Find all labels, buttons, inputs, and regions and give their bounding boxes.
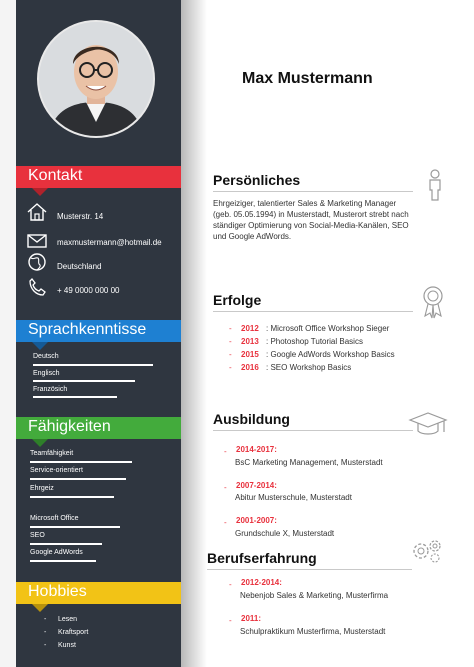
list-bullet: - — [229, 324, 232, 333]
education-text: BsC Marketing Management, Musterstadt — [235, 458, 383, 467]
skill-label: Ehrgeiz — [30, 485, 54, 492]
list-bullet: - — [224, 483, 227, 492]
hobby-item: Lesen — [58, 616, 78, 623]
experience-text: Schulpraktikum Musterfirma, Musterstadt — [240, 627, 386, 636]
languages-title: Sprachkenntisse — [28, 321, 147, 338]
skill-label: Service-orientiert — [30, 467, 83, 474]
skill-label: Teamfähigkeit — [30, 450, 74, 457]
education-text: Grundschule X, Musterstadt — [235, 529, 335, 538]
personal-summary: Ehrgeiziger, talentierter Sales & Marketing Manager (geb. 05.05.1994) in Musterstadt, Musterort strebt nach ständiger Optimierung von Social-Media-Kanälen, SEO und Google AdWords. — [213, 199, 409, 241]
section-divider — [207, 569, 412, 570]
achievement-text: : Photoshop Tutorial Basics — [266, 337, 363, 346]
achievements-heading: Erfolge — [213, 292, 262, 308]
experience-text: Nebenjob Sales & Marketing, Musterfirma — [240, 591, 389, 600]
education-years: 2014-2017: — [236, 445, 277, 454]
contact-country: Deutschland — [57, 262, 102, 271]
language-label: Englisch — [33, 370, 60, 377]
achievement-text: : Google AdWords Workshop Basics — [266, 350, 395, 359]
achievement-text: : Microsoft Office Workshop Sieger — [266, 324, 390, 333]
achievement-year: 2012 — [241, 324, 259, 333]
language-label: Deutsch — [33, 353, 59, 360]
hobby-dash: - — [44, 629, 47, 636]
education-years: 2007-2014: — [236, 481, 277, 490]
achievement-year: 2013 — [241, 337, 259, 346]
list-bullet: - — [229, 350, 232, 359]
skills-section-band — [16, 417, 181, 439]
hobby-item: Kunst — [58, 642, 76, 649]
achievement-text: : SEO Workshop Basics — [266, 363, 352, 372]
skill-level-bar — [30, 478, 126, 480]
skill-level-bar — [30, 543, 102, 545]
list-bullet: - — [229, 580, 232, 589]
section-divider — [213, 191, 413, 192]
list-bullet: - — [229, 337, 232, 346]
skill-label: SEO — [30, 532, 45, 539]
experience-years: 2012-2014: — [241, 578, 282, 587]
hobbies-section-band — [16, 582, 181, 604]
skill-level-bar — [30, 560, 96, 562]
skill-label: Microsoft Office — [30, 515, 79, 522]
skill-level-bar — [30, 526, 120, 528]
experience-heading: Berufserfahrung — [207, 550, 317, 566]
language-level-bar — [33, 364, 153, 366]
contact-section-band — [16, 166, 181, 188]
languages-section-band — [16, 320, 181, 342]
list-bullet: - — [224, 518, 227, 527]
home-icon — [26, 202, 48, 222]
band-tab — [32, 604, 48, 612]
list-bullet: - — [224, 447, 227, 456]
list-bullet: - — [229, 616, 232, 625]
contact-phone: + 49 0000 000 00 — [57, 286, 120, 295]
band-tab — [32, 188, 48, 196]
phone-icon — [26, 277, 48, 297]
language-level-bar — [33, 396, 117, 398]
contact-address: Musterstr. 14 — [57, 212, 104, 221]
achievement-year: 2016 — [241, 363, 259, 372]
language-level-bar — [33, 380, 135, 382]
skill-label: Google AdWords — [30, 549, 83, 556]
achievement-year: 2015 — [241, 350, 259, 359]
hobby-item: Kraftsport — [58, 629, 89, 636]
section-divider — [213, 430, 413, 431]
personal-heading: Persönliches — [213, 172, 301, 188]
skill-level-bar — [30, 461, 132, 463]
hobby-dash: - — [44, 616, 47, 623]
column-shadow — [181, 0, 207, 667]
award-icon — [420, 284, 446, 320]
band-tab — [32, 342, 48, 350]
person-portrait-icon — [39, 22, 153, 136]
list-bullet: - — [229, 363, 232, 372]
mail-icon — [26, 231, 48, 251]
candidate-name: Max Mustermann — [242, 70, 373, 87]
profile-photo — [37, 20, 155, 138]
main-column — [181, 0, 474, 667]
band-tab — [32, 439, 48, 447]
language-label: Französich — [33, 386, 68, 393]
globe-icon — [26, 252, 48, 272]
skills-title: Fähigkeiten — [28, 418, 111, 435]
education-heading: Ausbildung — [213, 411, 290, 427]
person-icon — [424, 168, 446, 202]
skill-level-bar — [30, 496, 114, 498]
hobby-dash: - — [44, 642, 47, 649]
education-years: 2001-2007: — [236, 516, 277, 525]
section-divider — [213, 311, 413, 312]
education-text: Abitur Musterschule, Musterstadt — [235, 493, 352, 502]
gears-icon — [409, 536, 445, 566]
contact-email[interactable]: maxmustermann@hotmail.de — [57, 238, 162, 247]
graduation-cap-icon — [408, 410, 448, 438]
contact-title: Kontakt — [28, 167, 83, 184]
experience-years: 2011: — [241, 614, 262, 623]
hobbies-title: Hobbies — [28, 583, 87, 600]
